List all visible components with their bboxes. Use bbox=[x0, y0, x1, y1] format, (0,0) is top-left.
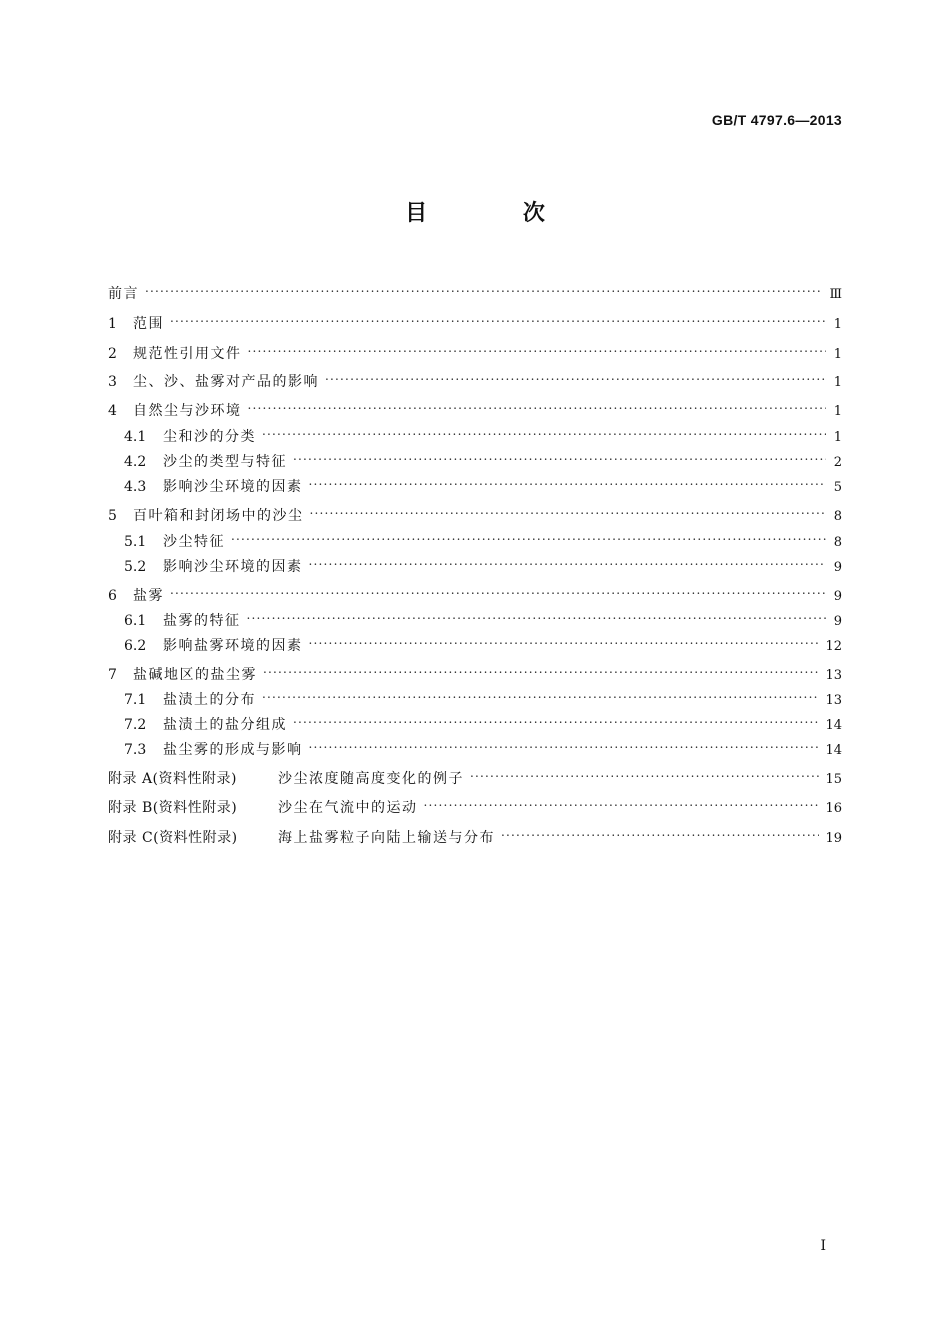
toc-entry-page: 13 bbox=[825, 693, 842, 708]
toc-entry[interactable] bbox=[124, 446, 842, 470]
toc-entry-page: 1 bbox=[833, 347, 842, 362]
toc-entry-page: 14 bbox=[825, 743, 842, 758]
toc-entry[interactable] bbox=[124, 605, 842, 629]
toc-entry[interactable] bbox=[108, 278, 842, 302]
toc-entry-number: 附录 C(资料性附录) bbox=[108, 830, 238, 846]
toc-entry[interactable] bbox=[108, 792, 842, 816]
toc-leader-dots bbox=[262, 684, 819, 704]
toc-entry[interactable] bbox=[108, 338, 842, 362]
toc-entry-label: 前言 bbox=[108, 286, 139, 302]
toc-entry-label: 影响沙尘环境的因素 bbox=[163, 559, 303, 575]
toc-entry-page: 13 bbox=[825, 668, 842, 683]
toc-leader-dots bbox=[263, 659, 819, 679]
toc-entry-page: 8 bbox=[833, 509, 842, 524]
toc-entry-number: 5.1 bbox=[124, 534, 147, 550]
toc-entry-page: 12 bbox=[825, 639, 842, 654]
toc-entry-label: 影响盐雾环境的因素 bbox=[163, 638, 303, 654]
toc-entry[interactable] bbox=[124, 471, 842, 495]
toc-entry[interactable] bbox=[124, 684, 842, 708]
toc-entry-number: 4 bbox=[108, 403, 117, 419]
toc-leader-dots bbox=[262, 421, 826, 441]
toc-entry-label: 范围 bbox=[133, 316, 164, 332]
toc-entry-page: 15 bbox=[825, 772, 842, 787]
toc-entry[interactable] bbox=[108, 580, 842, 604]
toc-entry[interactable] bbox=[124, 526, 842, 550]
toc-entry[interactable] bbox=[108, 395, 842, 419]
toc-entry-label: 百叶箱和封闭场中的沙尘 bbox=[133, 508, 304, 524]
toc-entry-number: 5.2 bbox=[124, 559, 147, 575]
toc-entry-label: 自然尘与沙环境 bbox=[133, 403, 242, 419]
toc-leader-dots bbox=[247, 605, 827, 625]
standard-number: GB/T 4797.6—2013 bbox=[711, 112, 842, 128]
toc-leader-dots bbox=[309, 471, 827, 491]
toc-entry[interactable] bbox=[108, 763, 842, 787]
toc-leader-dots bbox=[309, 734, 820, 754]
toc-leader-dots bbox=[293, 709, 819, 729]
toc-entry-page: 2 bbox=[833, 455, 842, 470]
toc-entry-page: 19 bbox=[825, 831, 842, 846]
toc-entry-label: 影响沙尘环境的因素 bbox=[163, 479, 303, 495]
toc-entry[interactable] bbox=[108, 500, 842, 524]
toc-entry-number: 7.1 bbox=[124, 692, 147, 708]
toc-entry-number: 4.2 bbox=[124, 454, 147, 470]
toc-entry-number: 2 bbox=[108, 346, 117, 362]
toc-entry-page: 1 bbox=[833, 430, 842, 445]
toc-entry-label: 海上盐雾粒子向陆上输送与分布 bbox=[278, 830, 495, 846]
toc-entry-label: 沙尘的类型与特征 bbox=[163, 454, 287, 470]
toc-entry-label: 盐渍土的盐分组成 bbox=[163, 717, 287, 733]
toc-entry[interactable] bbox=[124, 709, 842, 733]
toc-entry[interactable] bbox=[124, 630, 842, 654]
toc-entry-label: 尘和沙的分类 bbox=[163, 429, 256, 445]
toc-entry[interactable] bbox=[124, 551, 842, 575]
toc-entry-label: 盐渍土的分布 bbox=[163, 692, 256, 708]
toc-entry-number: 附录 B(资料性附录) bbox=[108, 800, 238, 816]
toc-leader-dots bbox=[145, 278, 823, 298]
toc-entry-number: 7 bbox=[108, 667, 117, 683]
toc-entry-page: 16 bbox=[825, 801, 842, 816]
toc-entry-number: 6.2 bbox=[124, 638, 147, 654]
toc-entry[interactable] bbox=[108, 366, 842, 390]
page-number: I bbox=[820, 1238, 826, 1254]
toc-entry-number: 1 bbox=[108, 316, 117, 332]
toc-leader-dots bbox=[248, 338, 827, 358]
toc-entry-label: 盐雾 bbox=[133, 588, 164, 604]
toc-leader-dots bbox=[293, 446, 826, 466]
toc-entry-page: 1 bbox=[833, 317, 842, 332]
toc-entry-label: 盐雾的特征 bbox=[163, 613, 241, 629]
toc-leader-dots bbox=[325, 366, 826, 386]
toc-entry-page: Ⅲ bbox=[829, 287, 842, 302]
toc-leader-dots bbox=[231, 526, 826, 546]
toc-leader-dots bbox=[501, 822, 819, 842]
toc-entry-number: 7.3 bbox=[124, 742, 147, 758]
toc-entry-number: 附录 A(资料性附录) bbox=[108, 771, 237, 787]
toc-entry[interactable] bbox=[124, 734, 842, 758]
toc-entry[interactable] bbox=[108, 308, 842, 332]
toc-leader-dots bbox=[309, 551, 827, 571]
toc-entry-number: 4.1 bbox=[124, 429, 147, 445]
toc-leader-dots bbox=[309, 630, 820, 650]
toc-leader-dots bbox=[470, 763, 819, 783]
toc-entry-page: 8 bbox=[833, 535, 842, 550]
toc-leader-dots bbox=[170, 308, 826, 328]
toc-entry[interactable] bbox=[124, 421, 842, 445]
toc-entry-label: 沙尘特征 bbox=[163, 534, 225, 550]
toc-entry-number: 3 bbox=[108, 374, 117, 390]
toc-entry-page: 9 bbox=[833, 560, 842, 575]
page-title: 目 次 bbox=[405, 201, 589, 226]
toc-entry-label: 规范性引用文件 bbox=[133, 346, 242, 362]
toc-entry-label: 沙尘浓度随高度变化的例子 bbox=[278, 771, 464, 787]
toc-leader-dots bbox=[248, 395, 827, 415]
toc-entry-number: 5 bbox=[108, 508, 117, 524]
toc-entry[interactable] bbox=[108, 659, 842, 683]
toc-entry-page: 14 bbox=[825, 718, 842, 733]
toc-entry-number: 4.3 bbox=[124, 479, 147, 495]
toc-entry-page: 1 bbox=[833, 375, 842, 390]
toc-entry-page: 1 bbox=[833, 404, 842, 419]
toc-entry-label: 盐尘雾的形成与影响 bbox=[163, 742, 303, 758]
toc-leader-dots bbox=[424, 792, 820, 812]
toc-leader-dots bbox=[170, 580, 826, 600]
toc-entry-page: 9 bbox=[833, 589, 842, 604]
toc-entry-number: 6 bbox=[108, 588, 117, 604]
toc-entry[interactable] bbox=[108, 822, 842, 846]
toc-entry-number: 6.1 bbox=[124, 613, 147, 629]
toc-entry-label: 沙尘在气流中的运动 bbox=[278, 800, 418, 816]
toc-entry-page: 9 bbox=[833, 614, 842, 629]
toc-leader-dots bbox=[310, 500, 827, 520]
toc-entry-label: 尘、沙、盐雾对产品的影响 bbox=[133, 374, 319, 390]
toc-entry-label: 盐碱地区的盐尘雾 bbox=[133, 667, 257, 683]
toc-entry-number: 7.2 bbox=[124, 717, 147, 733]
toc-entry-page: 5 bbox=[833, 480, 842, 495]
